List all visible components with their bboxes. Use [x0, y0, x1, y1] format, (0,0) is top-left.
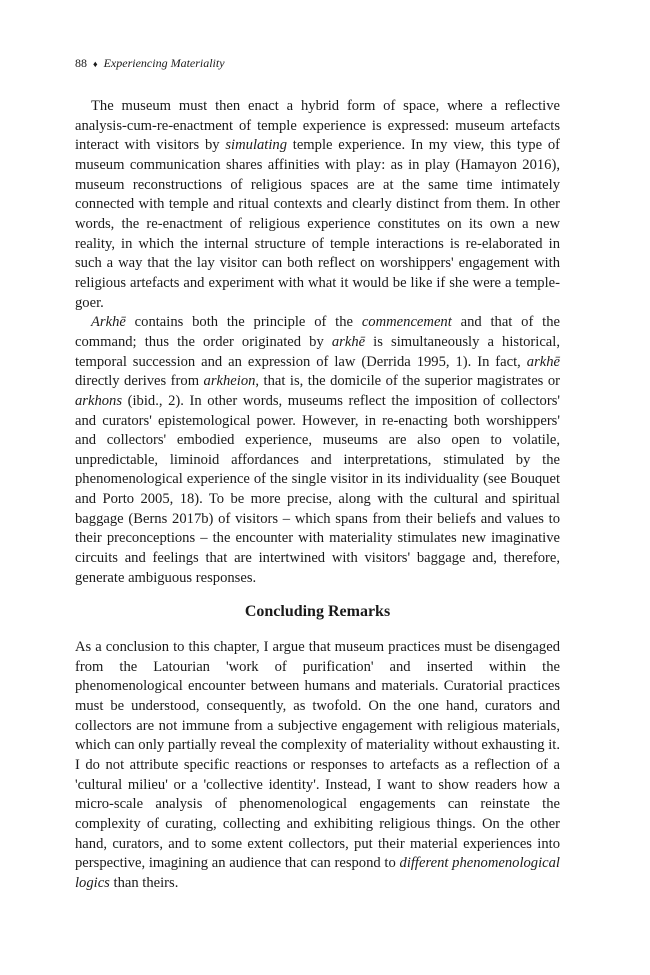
- running-title: Experiencing Materiality: [103, 56, 225, 70]
- body-text: [75, 97, 560, 588]
- paragraph: As a conclusion to this chapter, I argue that museum practices must be disengaged from the Latourian 'work of purification' and inserted within the phenomenological encounter between humans and materials. Curatorial practices must be understood, consequently, as twofold. On the one hand, curators and collectors are not immune from a subjective engagement with religious materials, which can only partially reveal the complexity of materiality without exhausting it. I do not attribute specific reactions or responses to artefacts as a reflection of a 'cultural milieu' or a 'collective identity'. Instead, I want to show readers how a micro-scale analysis of phenomenological engagements can reinstate the complexity of curating, collecting and exhibiting religious things. On the other hand, curators, and to some extent collectors, put their material experiences into perspective, imagining an audience that can respond to different phenomenological logics than theirs.: [75, 639, 560, 891]
- paragraph: The museum must then enact a hybrid form of space, where a reflective analysis-cum-re-enactment of temple experience is expressed: museum artefacts interact with visitors by simulating temple experience. In my view, this type of museum communication shares affinities with play: as in play (Hamayon 2016), museum reconstructions of religious spaces are at the same time intimately connected with temple and ritual contexts and clearly distinct from them. In other words, the re-enactment of religious experience constitutes on its own a new reality, in which the internal structure of temple interactions is re-elaborated in such a way that the lay visitor can both reflect on worshippers' engagement with religious artefacts and experiment with what it would be like if she were a temple-goer.: [75, 98, 560, 311]
- running-head: [75, 56, 225, 71]
- paragraph: Arkhē contains both the principle of the commencement and that of the command; thus the order originated by arkhē is simultaneously a historical, temporal succession and an expression of law (Derrida 1995, 1). In fact, arkhē directly derives from arkheion, that is, the domicile of the superior magistrates or arkhons (ibid., 2). In other words, museums reflect the imposition of collectors' and curators' epistemological power. However, in re-enacting both worshippers' and collectors' embodied experience, museums are also open to volatile, unpredictable, liminoid affordances and interpretations, stimulated by the phenomenological experience of the single visitor in its individuality (see Bouquet and Porto 2005, 18). To be more precise, along with the cultural and spiritual baggage (Berns 2017b) of visitors – which spans from their beliefs and values to their preconceptions – the encounter with materiality stimulates new imaginative circuits and feelings that are intertwined with visitors' baggage and, therefore, generate ambiguous responses.: [75, 314, 560, 586]
- page-number: 88: [75, 56, 87, 70]
- conclusion-text: [75, 638, 560, 894]
- diamond-separator-icon: ♦: [93, 58, 98, 69]
- section-heading: Concluding Remarks: [244, 603, 391, 620]
